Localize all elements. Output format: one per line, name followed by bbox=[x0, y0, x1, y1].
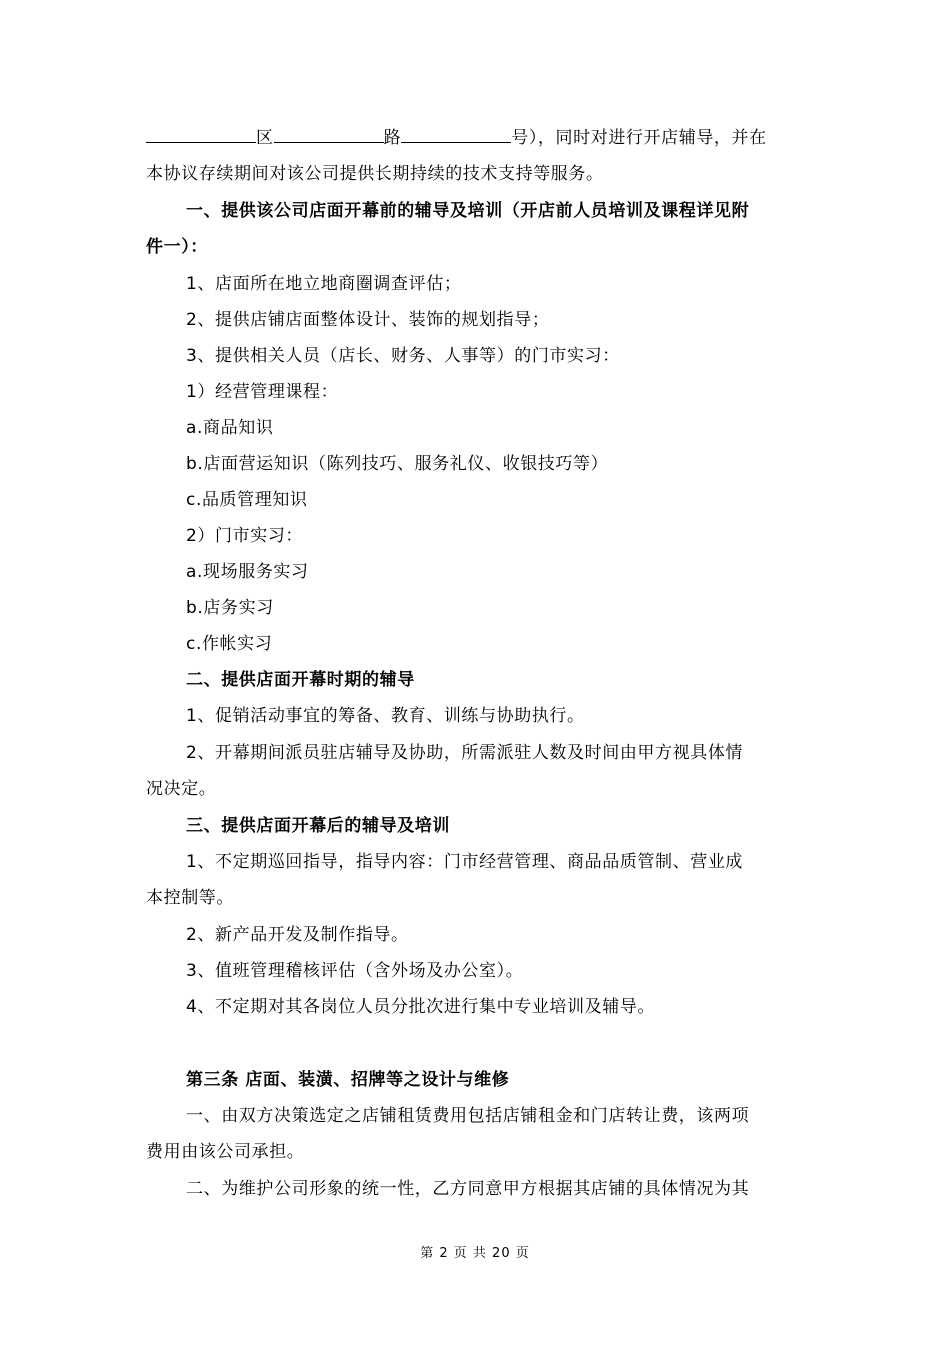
list-item: b.店务实习 bbox=[186, 598, 274, 618]
paragraph: 本协议存续期间对该公司提供长期持续的技术支持等服务。 bbox=[146, 164, 604, 184]
list-item: c.作帐实习 bbox=[186, 634, 273, 654]
list-item: 2、开幕期间派员驻店辅导及协助，所需派驻人数及时间由甲方视具体情 bbox=[186, 743, 744, 763]
page-footer: 第 2 页 共 20 页 bbox=[420, 1246, 530, 1261]
list-item: a.商品知识 bbox=[186, 418, 274, 438]
list-item: b.店面营运知识（陈列技巧、服务礼仪、收银技巧等） bbox=[186, 454, 609, 474]
section-heading: 一、提供该公司店面开幕前的辅导及培训（开店前人员培训及课程详见附 bbox=[186, 201, 750, 221]
list-item-cont: 本控制等。 bbox=[146, 888, 234, 908]
list-item: 1、促销活动事宜的筹备、教育、训练与协助执行。 bbox=[186, 706, 585, 726]
list-item: a.现场服务实习 bbox=[186, 562, 309, 582]
list-item: 4、不定期对其各岗位人员分批次进行集中专业培训及辅导。 bbox=[186, 997, 656, 1017]
list-item: 1）经营管理课程： bbox=[186, 382, 339, 402]
article-heading: 第三条 店面、装潢、招牌等之设计与维修 bbox=[186, 1070, 510, 1090]
section-heading: 三、提供店面开幕后的辅导及培训 bbox=[186, 816, 450, 836]
list-item: 1、店面所在地立地商圈调查评估； bbox=[186, 274, 462, 294]
list-item: 2、新产品开发及制作指导。 bbox=[186, 925, 409, 945]
road-blank bbox=[274, 126, 384, 143]
list-item: 2、提供店铺店面整体设计、装饰的规划指导； bbox=[186, 310, 550, 330]
list-item: 1、不定期巡回指导，指导内容：门市经营管理、商品品质管制、营业成 bbox=[186, 852, 744, 872]
paragraph: 二、为维护公司形象的统一性，乙方同意甲方根据其店铺的具体情况为其 bbox=[186, 1179, 750, 1199]
paragraph: 一、由双方决策选定之店铺租赁费用包括店铺租金和门店转让费，该两项 bbox=[186, 1106, 750, 1126]
section-heading-cont: 件一）： bbox=[146, 237, 208, 257]
list-item: 3、提供相关人员（店长、财务、人事等）的门市实习： bbox=[186, 346, 620, 366]
paragraph-cont: 费用由该公司承担。 bbox=[146, 1142, 305, 1162]
address-line: 区 路 号），同时对进行开店辅导，并在 bbox=[146, 126, 767, 149]
list-item: 3、值班管理稽核评估（含外场及办公室）。 bbox=[186, 961, 524, 981]
list-item: c.品质管理知识 bbox=[186, 490, 308, 510]
district-blank bbox=[146, 126, 256, 143]
number-blank bbox=[401, 126, 511, 143]
list-item-cont: 况决定。 bbox=[146, 779, 217, 799]
section-heading: 二、提供店面开幕时期的辅导 bbox=[186, 670, 415, 690]
list-item: 2）门市实习： bbox=[186, 526, 304, 546]
